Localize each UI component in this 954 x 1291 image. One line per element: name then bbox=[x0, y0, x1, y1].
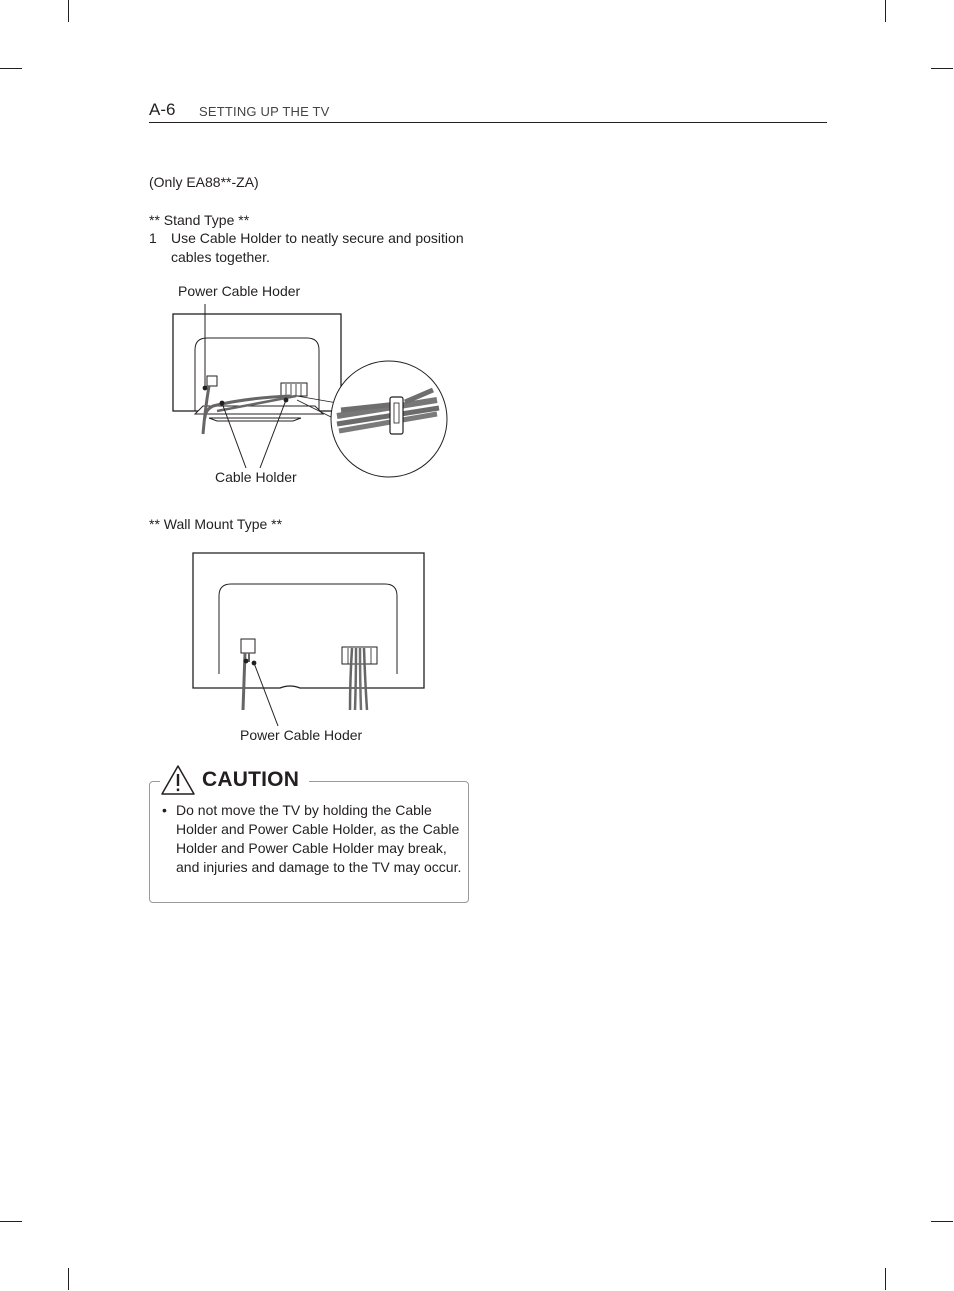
stand-cable-holder-label: Cable Holder bbox=[215, 469, 297, 485]
page-number: A-6 bbox=[149, 100, 176, 119]
step-number: 1 bbox=[149, 230, 157, 246]
crop-mark bbox=[931, 1221, 953, 1222]
stand-type-heading: ** Stand Type ** bbox=[149, 212, 250, 228]
crop-mark bbox=[885, 0, 886, 22]
stand-power-cable-holder-label: Power Cable Hoder bbox=[178, 283, 301, 299]
crop-mark bbox=[931, 68, 953, 69]
list-item bbox=[162, 801, 462, 877]
page-header bbox=[149, 100, 827, 123]
caution-title: CAUTION bbox=[202, 768, 300, 791]
caution-list bbox=[162, 801, 462, 877]
warning-triangle-icon bbox=[160, 764, 196, 796]
bullet: • bbox=[162, 802, 167, 818]
stand-type-step bbox=[149, 229, 479, 267]
wall-power-cable-holder-label: Power Cable Hoder bbox=[240, 727, 363, 743]
wall-mount-type-heading: ** Wall Mount Type ** bbox=[149, 516, 283, 532]
caution-header bbox=[160, 763, 309, 797]
section-title: SETTING UP THE TV bbox=[199, 104, 330, 119]
caution-item-text: Do not move the TV by holding the Cable Holder and Power Cable Holder, as the Cable Holder and Power Cable Holder may break, and injuries and damage to the TV may occur. bbox=[176, 802, 462, 875]
crop-mark bbox=[68, 1268, 69, 1290]
model-note: (Only EA88**-ZA) bbox=[149, 174, 259, 190]
crop-mark bbox=[68, 0, 69, 22]
crop-mark bbox=[885, 1268, 886, 1290]
crop-mark bbox=[0, 68, 22, 69]
crop-mark bbox=[0, 1221, 22, 1222]
wall-mount-illustration bbox=[190, 550, 430, 728]
step-text: Use Cable Holder to neatly secure and position cables together. bbox=[171, 230, 464, 265]
stand-type-illustration bbox=[165, 300, 455, 485]
